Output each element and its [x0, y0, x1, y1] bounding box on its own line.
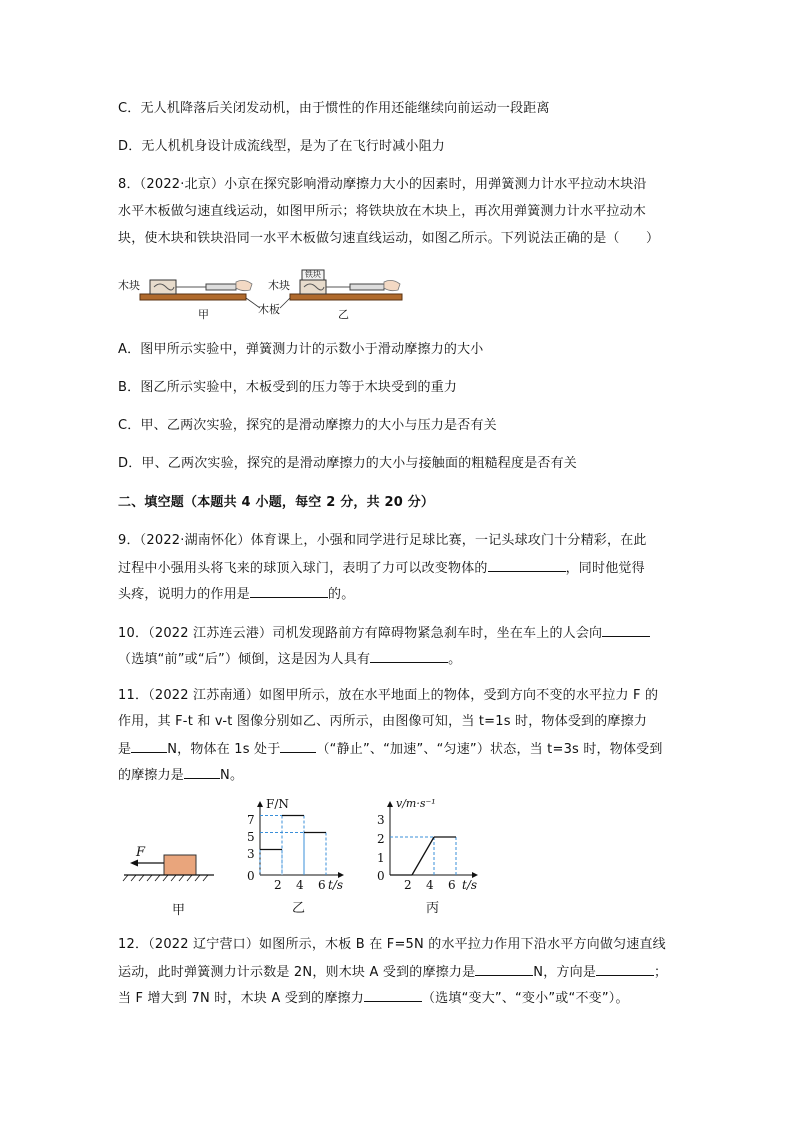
q12-line3-text-a: 当 F 增大到 7N 时，木块 A 受到的摩擦力: [118, 991, 364, 1006]
q12-blank-1[interactable]: [475, 961, 533, 976]
q12-line2: [118, 961, 667, 983]
block-on-ground-diagram: [120, 835, 220, 895]
q11-line2: 作用，其 F-t 和 v-t 图像分别如乙、丙所示，由图像可知，当 t=1s 时，物体受到的摩擦力: [118, 714, 648, 729]
q10-line1-text: 10．（2022 江苏连云港）司机发现路前方有障碍物紧急刹车时，坐在车上的人会向: [118, 626, 603, 641]
force-label: F: [136, 845, 146, 860]
x-tick-4: 4: [426, 878, 434, 892]
q11-figure-jia: [120, 835, 220, 918]
y-tick-3: 3: [247, 847, 255, 861]
q8-option-c: C．甲、乙两次实验，探究的是滑动摩擦力的大小与压力是否有关: [118, 418, 497, 433]
x-axis-label: t/s: [462, 878, 478, 892]
q9-blank-2[interactable]: [250, 583, 328, 598]
q10-line2-text-a: （选填“前”或“后”）倾倒，这是因为人具有: [118, 652, 371, 667]
q9-line3: [118, 583, 354, 605]
q10-line1: [118, 622, 650, 644]
board-leader-right: [280, 298, 290, 308]
q11-figure-bing: [370, 795, 490, 915]
q7-option-c: C．无人机降落后关闭发动机，由于惯性的作用还能继续向前运动一段距离: [118, 101, 550, 116]
q11-line4-text-b: N。: [220, 768, 244, 783]
q11-line3-text-c: （“静止”、“加速”、“匀速”）状态，当 t=3s 时，物体受到: [316, 742, 663, 757]
q12-line2-text-b: N，方向是: [533, 965, 597, 980]
force-arrow-head-icon: [130, 860, 138, 867]
q9-line1: 9．（2022·湖南怀化）体育课上，小强和同学进行足球比赛，一记头球攻门十分精彩，在此: [118, 533, 647, 548]
y-tick-7: 7: [247, 813, 255, 827]
q8-figure: [118, 268, 418, 324]
origin-label: 0: [377, 869, 385, 883]
board-label: 木板: [258, 303, 280, 316]
q12-line3-text-b: （选填“变大”、“变小”或“不变”）。: [421, 991, 629, 1006]
fig-jia-label: 甲: [172, 903, 186, 918]
q7-option-d: D．无人机机身设计成流线型，是为了在飞行时减小阻力: [118, 139, 446, 154]
q8-option-a: A．图甲所示实验中，弹簧测力计的示数小于滑动摩擦力的大小: [118, 342, 484, 357]
x-tick-2: 2: [404, 878, 412, 892]
y-tick-2: 2: [377, 832, 385, 846]
y-tick-5: 5: [247, 830, 255, 844]
q11-blank-3[interactable]: [184, 764, 220, 779]
board-jia: [140, 294, 246, 300]
q12-blank-2[interactable]: [596, 961, 654, 976]
x-tick-2: 2: [274, 878, 282, 892]
origin-label: 0: [247, 869, 255, 883]
q10-line2: [118, 648, 461, 670]
q12-line3: [118, 987, 629, 1009]
q11-blank-1[interactable]: [131, 738, 167, 753]
q8-stem-line1: 8．（2022·北京）小京在探究影响滑动摩擦力大小的因素时，用弹簧测力计水平拉动木块沿: [118, 177, 647, 192]
x-axis-label: t/s: [328, 878, 344, 892]
spring-scale-jia: [206, 284, 236, 290]
q12-line2-text-a: 运动，此时弹簧测力计示数是 2N，则木块 A 受到的摩擦力是: [118, 965, 476, 980]
q11-line4-text-a: 的摩擦力是: [118, 768, 185, 783]
y-axis-label: v/m·s⁻¹: [396, 797, 436, 810]
wood-block-label-jia: 木块: [118, 279, 140, 292]
fig-yi-label: 乙: [338, 308, 349, 321]
block: [164, 855, 196, 875]
section-title-fill-in: 二、填空题（本题共 4 小题，每空 2 分，共 20 分）: [118, 495, 435, 510]
q12-line1: 12．（2022 辽宁营口）如图所示，木板 B 在 F=5N 的水平拉力作用下沿水平方向做匀速直线: [118, 937, 666, 952]
q11-line3-text-a: 是: [118, 742, 132, 757]
wood-block-jia: [150, 280, 176, 294]
q8-option-b: B．图乙所示实验中，木板受到的压力等于木块受到的重力: [118, 380, 458, 395]
fig-yi-label: 乙: [292, 901, 306, 916]
spring-scale-yi: [350, 284, 384, 290]
q10-blank-1[interactable]: [602, 622, 650, 637]
q9-blank-1[interactable]: [488, 557, 566, 572]
q11-line4: [118, 764, 243, 786]
q8-option-d: D．甲、乙两次实验，探究的是滑动摩擦力的大小与接触面的粗糙程度是否有关: [118, 456, 578, 471]
y-axis-arrow-icon: [257, 801, 263, 807]
x-tick-4: 4: [296, 878, 304, 892]
q9-line2-text-b: ，同时他觉得: [565, 561, 645, 576]
y-axis-label: F/N: [266, 797, 289, 811]
q9-line2: [118, 557, 645, 579]
q10-blank-2[interactable]: [370, 648, 448, 663]
board-yi: [290, 294, 402, 300]
x-tick-6: 6: [448, 878, 456, 892]
q11-figure-yi: [240, 795, 350, 915]
q10-line2-text-b: 。: [448, 652, 462, 667]
q9-line3-text-a: 头疼，说明力的作用是: [118, 587, 251, 602]
q9-line3-text-b: 的。: [328, 587, 355, 602]
hand-yi-icon: [384, 280, 400, 290]
x-tick-6: 6: [318, 878, 326, 892]
y-tick-1: 1: [377, 851, 385, 865]
wood-block-label-yi: 木块: [268, 279, 290, 292]
q8-stem-line3: 块，使木块和铁块沿同一水平木板做匀速直线运动，如图乙所示。下列说法正确的是（ ）: [118, 231, 660, 246]
q11-line3-text-b: N，物体在 1s 处于: [167, 742, 281, 757]
fig-jia-label: 甲: [198, 308, 209, 321]
hand-jia-icon: [236, 280, 252, 290]
ground-hatching: [123, 875, 208, 881]
q12-blank-3[interactable]: [364, 987, 422, 1002]
q11-line3: [118, 738, 663, 760]
y-axis-arrow-icon: [387, 801, 393, 807]
q9-line2-text-a: 过程中小强用头将飞来的球顶入球门，表明了力可以改变物体的: [118, 561, 488, 576]
y-tick-3: 3: [377, 813, 385, 827]
fig-bing-label: 丙: [426, 901, 440, 916]
q11-blank-2[interactable]: [280, 738, 316, 753]
q12-line2-text-c: ；: [654, 965, 668, 980]
q8-stem-line2: 水平木板做匀速直线运动，如图甲所示；将铁块放在木块上，再次用弹簧测力计水平拉动木: [118, 204, 647, 219]
iron-block-label: 铁块: [305, 270, 321, 279]
wood-block-yi: [300, 280, 326, 294]
q11-line1: 11．（2022 江苏南通）如图甲所示，放在水平地面上的物体，受到方向不变的水平拉力 F 的: [118, 688, 659, 703]
data-segment: [412, 837, 434, 875]
